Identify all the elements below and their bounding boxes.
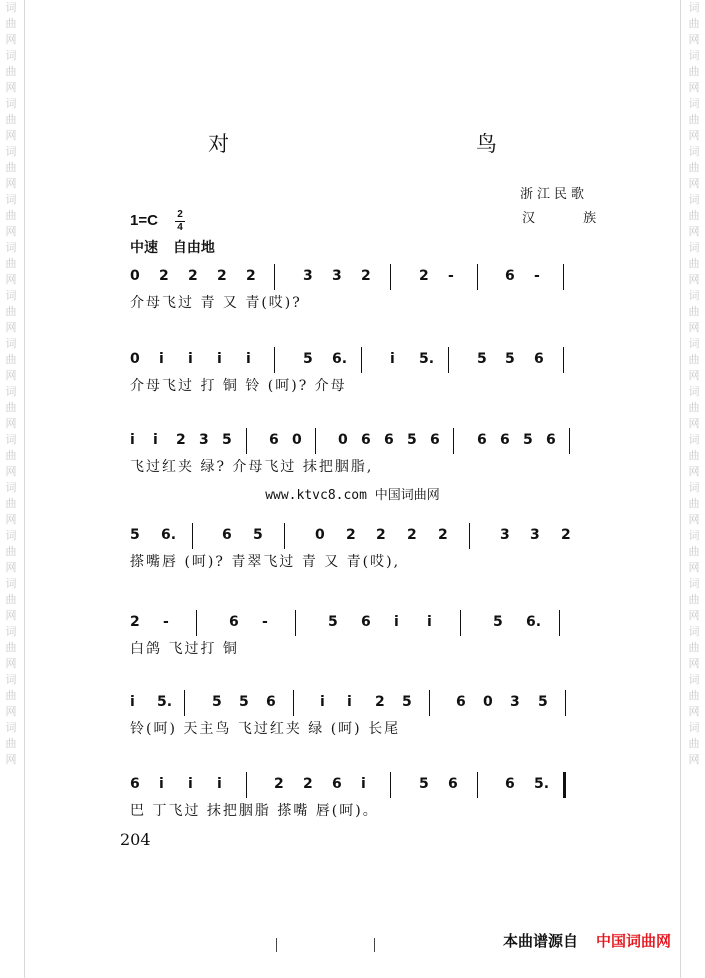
note: 3 — [332, 268, 342, 284]
side-watermark-char: 词 — [688, 97, 700, 110]
side-watermark-char: 曲 — [5, 161, 17, 174]
note: 0 — [292, 432, 302, 448]
side-watermark-char: 曲 — [5, 545, 17, 558]
bar-line — [293, 690, 294, 716]
note: 2 — [217, 268, 227, 284]
note: 5 — [538, 694, 548, 710]
note: 3 — [303, 268, 313, 284]
note: 0 — [338, 432, 348, 448]
side-watermark-char: 词 — [5, 241, 17, 254]
side-watermark-char: 曲 — [5, 305, 17, 318]
note: 6 — [269, 432, 279, 448]
side-watermark-char: 词 — [5, 433, 17, 446]
note: 5. — [419, 351, 435, 367]
note: 2 — [438, 527, 448, 543]
bottom-tick — [374, 938, 375, 952]
note: 5. — [534, 776, 550, 792]
lyric-line: 白鸽 飞过打 铜 — [130, 641, 239, 657]
bar-line — [246, 428, 247, 454]
lyric-line: 介母飞过 打 铜 铃 (呵)? 介母 — [130, 378, 347, 394]
note: 6. — [332, 351, 348, 367]
note: 2 — [375, 694, 385, 710]
side-watermark-char: 曲 — [688, 65, 700, 78]
note: 2 — [303, 776, 313, 792]
note: 2 — [376, 527, 386, 543]
note: 5 — [328, 614, 338, 630]
side-watermark-char: 曲 — [5, 689, 17, 702]
bar-line — [295, 610, 296, 636]
note: 2 — [561, 527, 571, 543]
key-signature: 1=C — [130, 212, 158, 229]
side-watermark-char: 词 — [5, 385, 17, 398]
note: 6 — [534, 351, 544, 367]
side-watermark-char: 曲 — [5, 113, 17, 126]
note: 5 — [130, 527, 140, 543]
side-watermark-char: 词 — [688, 529, 700, 542]
side-watermark-char: 曲 — [5, 401, 17, 414]
side-watermark-char: 曲 — [688, 209, 700, 222]
note: 6 — [477, 432, 487, 448]
note: 5 — [212, 694, 222, 710]
lyric-line: 飞过红夹 绿? 介母飞过 抹把胭脂, — [130, 459, 374, 475]
note: 6 — [505, 268, 515, 284]
side-watermark-char: 词 — [688, 241, 700, 254]
note: i — [246, 351, 251, 367]
side-watermark-char: 网 — [688, 321, 700, 334]
lyric-line: 巴 丁飞过 抹把胭脂 搽嘴 唇(呵)。 — [130, 803, 379, 819]
bar-line — [274, 264, 275, 290]
note: 2 — [159, 268, 169, 284]
notation-row — [124, 347, 594, 377]
side-watermark-char: 曲 — [5, 353, 17, 366]
side-watermark-char: 词 — [688, 1, 700, 14]
side-watermark-char: 网 — [688, 369, 700, 382]
note: i — [347, 694, 352, 710]
note: i — [188, 351, 193, 367]
side-watermark-char: 曲 — [5, 209, 17, 222]
side-watermark-char: 词 — [5, 1, 17, 14]
side-watermark-char: 网 — [688, 657, 700, 670]
side-watermark-char: 词 — [688, 577, 700, 590]
note: i — [130, 694, 135, 710]
side-watermark-char: 词 — [5, 49, 17, 62]
note: 5 — [407, 432, 417, 448]
note: 0 — [483, 694, 493, 710]
note: i — [217, 776, 222, 792]
side-watermark-char: 词 — [5, 673, 17, 686]
side-watermark-char: 网 — [5, 33, 17, 46]
note: 6 — [456, 694, 466, 710]
side-watermark-char: 网 — [688, 753, 700, 766]
bar-line — [460, 610, 461, 636]
note: - — [534, 268, 540, 284]
bar-line — [563, 772, 566, 798]
side-watermark-char: 网 — [688, 177, 700, 190]
side-watermark-char: 曲 — [688, 545, 700, 558]
note: 5 — [222, 432, 232, 448]
side-watermark-char: 词 — [688, 433, 700, 446]
side-watermark-char: 词 — [688, 289, 700, 302]
side-watermark-char: 曲 — [688, 593, 700, 606]
note: i — [390, 351, 395, 367]
side-watermark-char: 词 — [688, 625, 700, 638]
bottom-tick — [276, 938, 277, 952]
side-watermark-char: 曲 — [688, 161, 700, 174]
bar-line — [184, 690, 185, 716]
note: 5 — [253, 527, 263, 543]
side-watermark-char: 曲 — [688, 305, 700, 318]
side-watermark-char: 曲 — [688, 17, 700, 30]
side-watermark-char: 曲 — [688, 641, 700, 654]
bar-line — [274, 347, 275, 373]
side-watermark-char: 网 — [5, 465, 17, 478]
note: 5 — [239, 694, 249, 710]
side-watermark-char: 网 — [688, 225, 700, 238]
side-watermark-char: 曲 — [688, 497, 700, 510]
note: i — [320, 694, 325, 710]
note: - — [448, 268, 454, 284]
side-watermark-char: 网 — [5, 129, 17, 142]
side-watermark-char: 网 — [688, 561, 700, 574]
note: 6 — [448, 776, 458, 792]
tempo-marking: 中速 自由地 — [130, 240, 215, 256]
side-watermark-char: 词 — [5, 193, 17, 206]
note: 3 — [530, 527, 540, 543]
bar-line — [569, 428, 570, 454]
note: 6 — [384, 432, 394, 448]
note: 6. — [526, 614, 542, 630]
side-watermark-char: 词 — [688, 673, 700, 686]
side-watermark-char: 网 — [5, 321, 17, 334]
note: i — [361, 776, 366, 792]
bar-line — [477, 264, 478, 290]
note: 0 — [130, 268, 140, 284]
time-signature — [175, 210, 185, 233]
note: 6. — [161, 527, 177, 543]
notation-row — [124, 690, 594, 720]
side-watermark-char: 网 — [688, 705, 700, 718]
song-ethnicity: 汉 族 — [522, 211, 619, 226]
side-watermark-char: 网 — [5, 273, 17, 286]
note: 5 — [523, 432, 533, 448]
side-watermark-char: 网 — [5, 177, 17, 190]
side-watermark-char: 词 — [5, 97, 17, 110]
side-watermark-char: 曲 — [688, 689, 700, 702]
side-watermark-char: 词 — [688, 337, 700, 350]
note: 5. — [157, 694, 173, 710]
side-watermark-char: 网 — [688, 129, 700, 142]
note: 3 — [199, 432, 209, 448]
note: i — [159, 776, 164, 792]
website-watermark: www.ktvc8.com 中国词曲网 — [265, 488, 440, 503]
side-watermark-char: 词 — [5, 577, 17, 590]
side-watermark-char: 曲 — [5, 449, 17, 462]
note: 0 — [130, 351, 140, 367]
note: 5 — [477, 351, 487, 367]
song-title: 对 鸟 — [208, 132, 617, 156]
note: 2 — [407, 527, 417, 543]
bar-line — [469, 523, 470, 549]
note: i — [427, 614, 432, 630]
notation-row — [124, 428, 594, 458]
side-watermark-char: 曲 — [688, 401, 700, 414]
bar-line — [390, 772, 391, 798]
note: 6 — [546, 432, 556, 448]
side-watermark-char: 网 — [688, 513, 700, 526]
side-watermark-char: 词 — [5, 625, 17, 638]
side-watermark-char: 词 — [688, 145, 700, 158]
side-watermark-char: 词 — [5, 145, 17, 158]
side-watermark-char: 网 — [5, 561, 17, 574]
note: 3 — [510, 694, 520, 710]
notation-row — [124, 264, 594, 294]
footer-brand[interactable]: 中国词曲网 — [595, 932, 671, 950]
lyric-line: 铃(呵) 天主鸟 飞过红夹 绿 (呵) 长尾 — [130, 721, 401, 737]
side-watermark-char: 词 — [5, 481, 17, 494]
note: 2 — [419, 268, 429, 284]
side-watermark-char: 曲 — [5, 65, 17, 78]
side-watermark-char: 词 — [5, 337, 17, 350]
side-watermark-char: 曲 — [688, 113, 700, 126]
side-watermark-char: 网 — [688, 417, 700, 430]
side-watermark-char: 曲 — [5, 497, 17, 510]
note: 2 — [274, 776, 284, 792]
side-watermark-char: 曲 — [688, 257, 700, 270]
bar-line — [477, 772, 478, 798]
time-signature-bottom: 4 — [177, 222, 183, 233]
side-watermark-char: 网 — [5, 81, 17, 94]
side-watermark-char: 曲 — [688, 737, 700, 750]
note: 2 — [361, 268, 371, 284]
note: i — [159, 351, 164, 367]
note: 5 — [505, 351, 515, 367]
side-watermark-char: 网 — [688, 33, 700, 46]
bar-line — [361, 347, 362, 373]
note: 6 — [430, 432, 440, 448]
side-watermark-char: 网 — [5, 369, 17, 382]
bar-line — [448, 347, 449, 373]
bar-line — [315, 428, 316, 454]
bar-line — [559, 610, 560, 636]
bar-line — [429, 690, 430, 716]
side-watermark-char: 网 — [688, 81, 700, 94]
bar-line — [192, 523, 193, 549]
note: i — [217, 351, 222, 367]
side-watermark-char: 词 — [688, 481, 700, 494]
side-watermark-char: 词 — [5, 289, 17, 302]
side-watermark-char: 曲 — [688, 449, 700, 462]
note: i — [188, 776, 193, 792]
note: 5 — [493, 614, 503, 630]
side-watermark-char: 网 — [5, 753, 17, 766]
side-watermark-char: 网 — [5, 513, 17, 526]
side-watermark-char: 词 — [688, 49, 700, 62]
note: 6 — [222, 527, 232, 543]
side-watermark-char: 网 — [688, 609, 700, 622]
song-source: 浙江民歌 — [520, 187, 589, 202]
note: 3 — [500, 527, 510, 543]
side-watermark-char: 网 — [5, 225, 17, 238]
note: - — [163, 614, 169, 630]
side-watermark-char: 曲 — [5, 737, 17, 750]
side-watermark-char: 网 — [688, 465, 700, 478]
side-watermark-char: 词 — [688, 193, 700, 206]
note: 6 — [505, 776, 515, 792]
side-watermark-char: 网 — [688, 273, 700, 286]
note: 6 — [229, 614, 239, 630]
side-watermark-char: 词 — [688, 721, 700, 734]
note: 6 — [361, 432, 371, 448]
note: 2 — [188, 268, 198, 284]
side-watermark-char: 词 — [5, 721, 17, 734]
bar-line — [563, 347, 564, 373]
side-watermark-char: 网 — [5, 657, 17, 670]
note: i — [153, 432, 158, 448]
lyric-line: 搽嘴唇 (呵)? 青翠飞过 青 又 青(哎), — [130, 554, 401, 570]
note: 2 — [346, 527, 356, 543]
note: - — [262, 614, 268, 630]
note: 5 — [402, 694, 412, 710]
note: 6 — [130, 776, 140, 792]
note: 2 — [130, 614, 140, 630]
bar-line — [563, 264, 564, 290]
side-watermark-char: 词 — [5, 529, 17, 542]
notation-row — [124, 772, 594, 802]
side-watermark-char: 网 — [5, 609, 17, 622]
note: 2 — [246, 268, 256, 284]
footer-source — [503, 930, 671, 951]
note: 6 — [361, 614, 371, 630]
footer-label: 本曲谱源自 — [502, 932, 578, 950]
note: 0 — [315, 527, 325, 543]
note: 5 — [303, 351, 313, 367]
bar-line — [390, 264, 391, 290]
side-watermark-char: 曲 — [5, 17, 17, 30]
side-watermark-char: 网 — [5, 417, 17, 430]
note: 5 — [419, 776, 429, 792]
side-watermark-char: 曲 — [688, 353, 700, 366]
page-number: 204 — [120, 830, 151, 849]
bar-line — [565, 690, 566, 716]
time-signature-top: 2 — [177, 209, 183, 220]
bar-line — [284, 523, 285, 549]
side-watermark-char: 曲 — [5, 593, 17, 606]
side-watermark-char: 曲 — [5, 257, 17, 270]
side-watermark-char: 曲 — [5, 641, 17, 654]
note: 6 — [332, 776, 342, 792]
lyric-line: 介母飞过 青 又 青(哎)? — [130, 295, 302, 311]
note: i — [394, 614, 399, 630]
note: i — [130, 432, 135, 448]
note: 2 — [176, 432, 186, 448]
side-watermark-char: 词 — [688, 385, 700, 398]
bar-line — [246, 772, 247, 798]
bar-line — [453, 428, 454, 454]
note: 6 — [266, 694, 276, 710]
bar-line — [196, 610, 197, 636]
notation-row — [124, 610, 594, 640]
note: 6 — [500, 432, 510, 448]
notation-row — [124, 523, 594, 553]
side-watermark-char: 网 — [5, 705, 17, 718]
